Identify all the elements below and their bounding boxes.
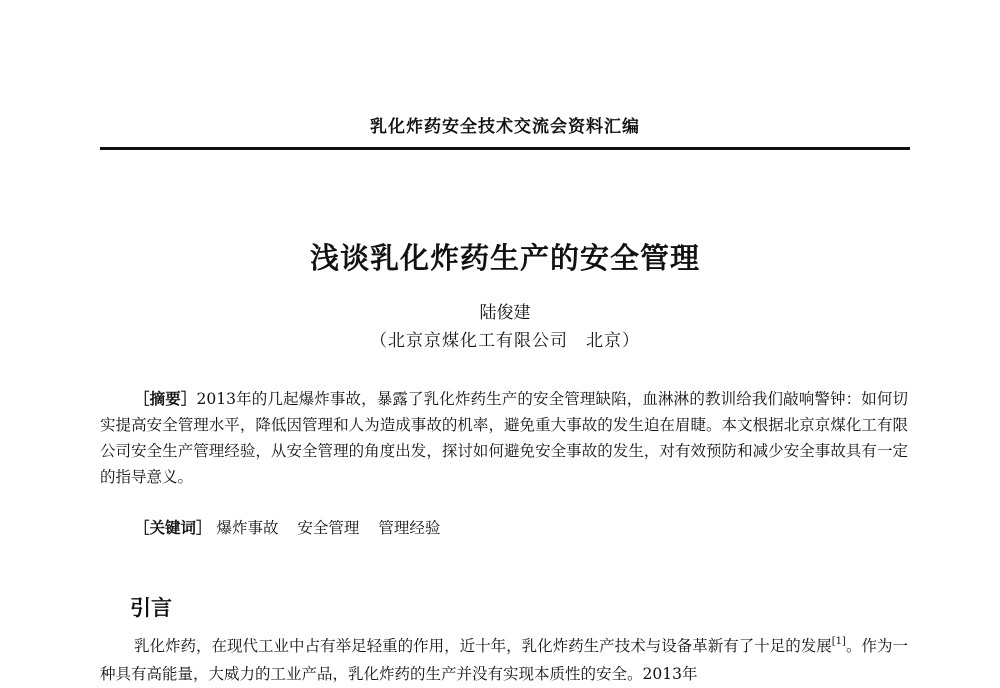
article-title: 浅谈乳化炸药生产的安全管理 [309, 241, 700, 275]
author-name: 陆俊建 [479, 303, 531, 323]
running-header: 乳化炸药安全技术交流会资料汇编 [370, 117, 640, 137]
intro-text-part2: 。作为一种具有高能量，大威力的工业产品，乳化炸药的生产并没有实现本质性的安全。2013年 [100, 637, 908, 683]
abstract [100, 386, 908, 490]
keyword: 管理经验 [378, 519, 441, 537]
intro-text-part1: 乳化炸药，在现代工业中占有举足轻重的作用，近十年，乳化炸药生产技术与设备革新有了十足的发展 [134, 637, 832, 655]
keyword: 爆炸事故 [216, 519, 279, 537]
citation-ref[interactable]: [1] [831, 636, 846, 647]
keywords-label: ［关键词］ [134, 518, 212, 537]
intro-paragraph [100, 632, 908, 688]
author-affiliation: （北京京煤化工有限公司 北京） [370, 331, 640, 351]
keywords [134, 515, 454, 541]
keyword: 安全管理 [297, 519, 360, 537]
abstract-text: 2013年的几起爆炸事故，暴露了乳化炸药生产的安全管理缺陷，血淋淋的教训给我们敲响警钟：如何切实提高安全管理水平，降低因管理和人为造成事故的机率，避免重大事故的发生迫在眉睫。本文根据北京京煤化工有限公司安全生产管理经验，从安全管理的角度出发，探讨如何避免安全事故的发生，对有效预防和减少安全事故具有一定的指导意义。 [100, 390, 908, 486]
section-heading-intro: 引言 [130, 596, 172, 620]
abstract-label: ［摘要］ [134, 389, 197, 408]
header-rule [100, 147, 910, 150]
